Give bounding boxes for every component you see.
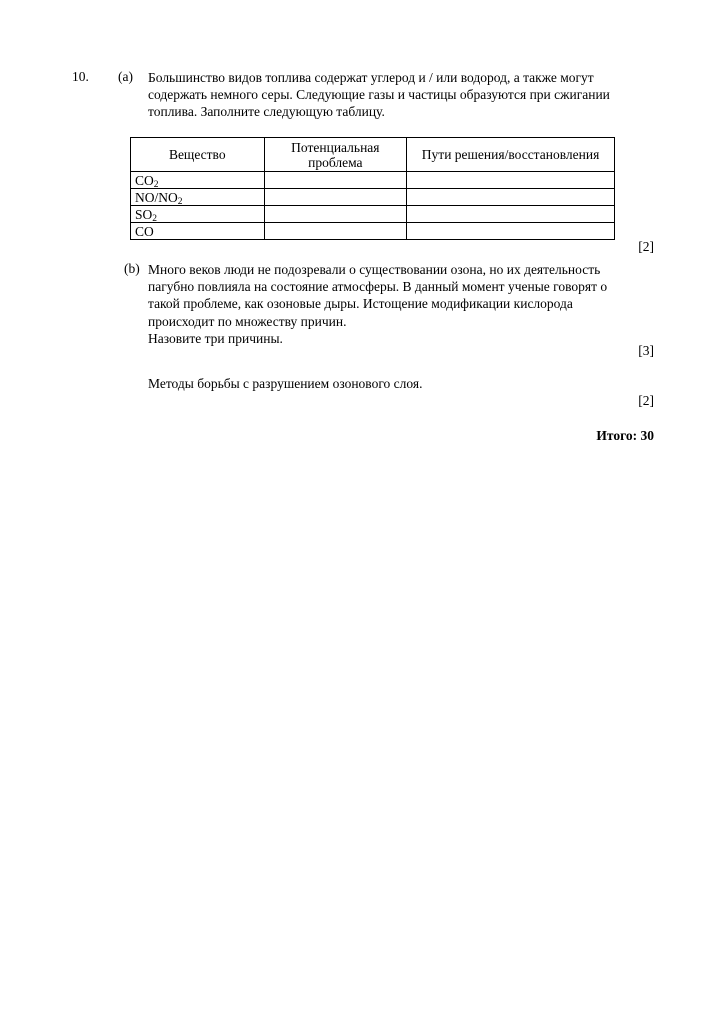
table-row xyxy=(131,189,615,206)
total-score: Итого: 30 xyxy=(596,428,654,443)
part-b-line-4: происходит по множеству причин. xyxy=(148,313,347,329)
part-a-line-3: топлива. Заполните следующую таблицу. xyxy=(148,104,385,120)
part-a-marks: [2] xyxy=(638,239,654,254)
part-b-label: (b) xyxy=(124,261,140,276)
part-a-line-1: Большинство видов топлива содержат углерод и / или водород, а также могут xyxy=(148,70,594,85)
substance-cell: $SO_2$ xyxy=(131,206,265,223)
part-b-text xyxy=(148,261,654,347)
table-header-row xyxy=(131,138,615,172)
problem-answer-cell[interactable] xyxy=(264,189,407,206)
substance-cell: CO xyxy=(131,223,265,240)
part-b-line-1: Много веков люди не подозревали о существовании озона, но их деятельность xyxy=(148,262,601,277)
table-row xyxy=(131,172,615,189)
header-solutions: Пути решения/восстановления xyxy=(407,138,615,172)
header-substance: Вещество xyxy=(131,138,265,172)
question-number: 10. xyxy=(72,69,89,84)
answer-table xyxy=(130,137,615,240)
substance-cell: $NO/NO_2$ xyxy=(131,189,265,206)
substance-cell: $CO_2$ xyxy=(131,172,265,189)
problem-answer-cell[interactable] xyxy=(264,223,407,240)
table-row xyxy=(131,206,615,223)
solution-answer-cell[interactable] xyxy=(407,189,615,206)
part-b-line-2: пагубно повлияла на состояние атмосферы. В данный момент ученые говорят о xyxy=(148,279,608,295)
header-problem: Потенциальная проблема xyxy=(264,138,407,172)
part-a-text xyxy=(148,69,654,121)
solution-answer-cell[interactable] xyxy=(407,172,615,189)
table-row xyxy=(131,223,615,240)
part-a-line-2: содержать немного серы. Следующие газы и частицы образуются при сжигании xyxy=(148,87,610,103)
solution-answer-cell[interactable] xyxy=(407,223,615,240)
problem-answer-cell[interactable] xyxy=(264,172,407,189)
solution-answer-cell[interactable] xyxy=(407,206,615,223)
part-b-methods-marks: [2] xyxy=(638,393,654,408)
problem-answer-cell[interactable] xyxy=(264,206,407,223)
part-b-line-3: такой проблеме, как озоновые дыры. Истощение модификации кислорода xyxy=(148,296,573,312)
part-b-prompt: Назовите три причины. xyxy=(148,330,283,346)
part-a-label: (a) xyxy=(118,69,133,84)
part-b-methods: Методы борьбы с разрушением озонового слоя. xyxy=(148,376,423,391)
part-b-prompt-marks: [3] xyxy=(638,343,654,358)
